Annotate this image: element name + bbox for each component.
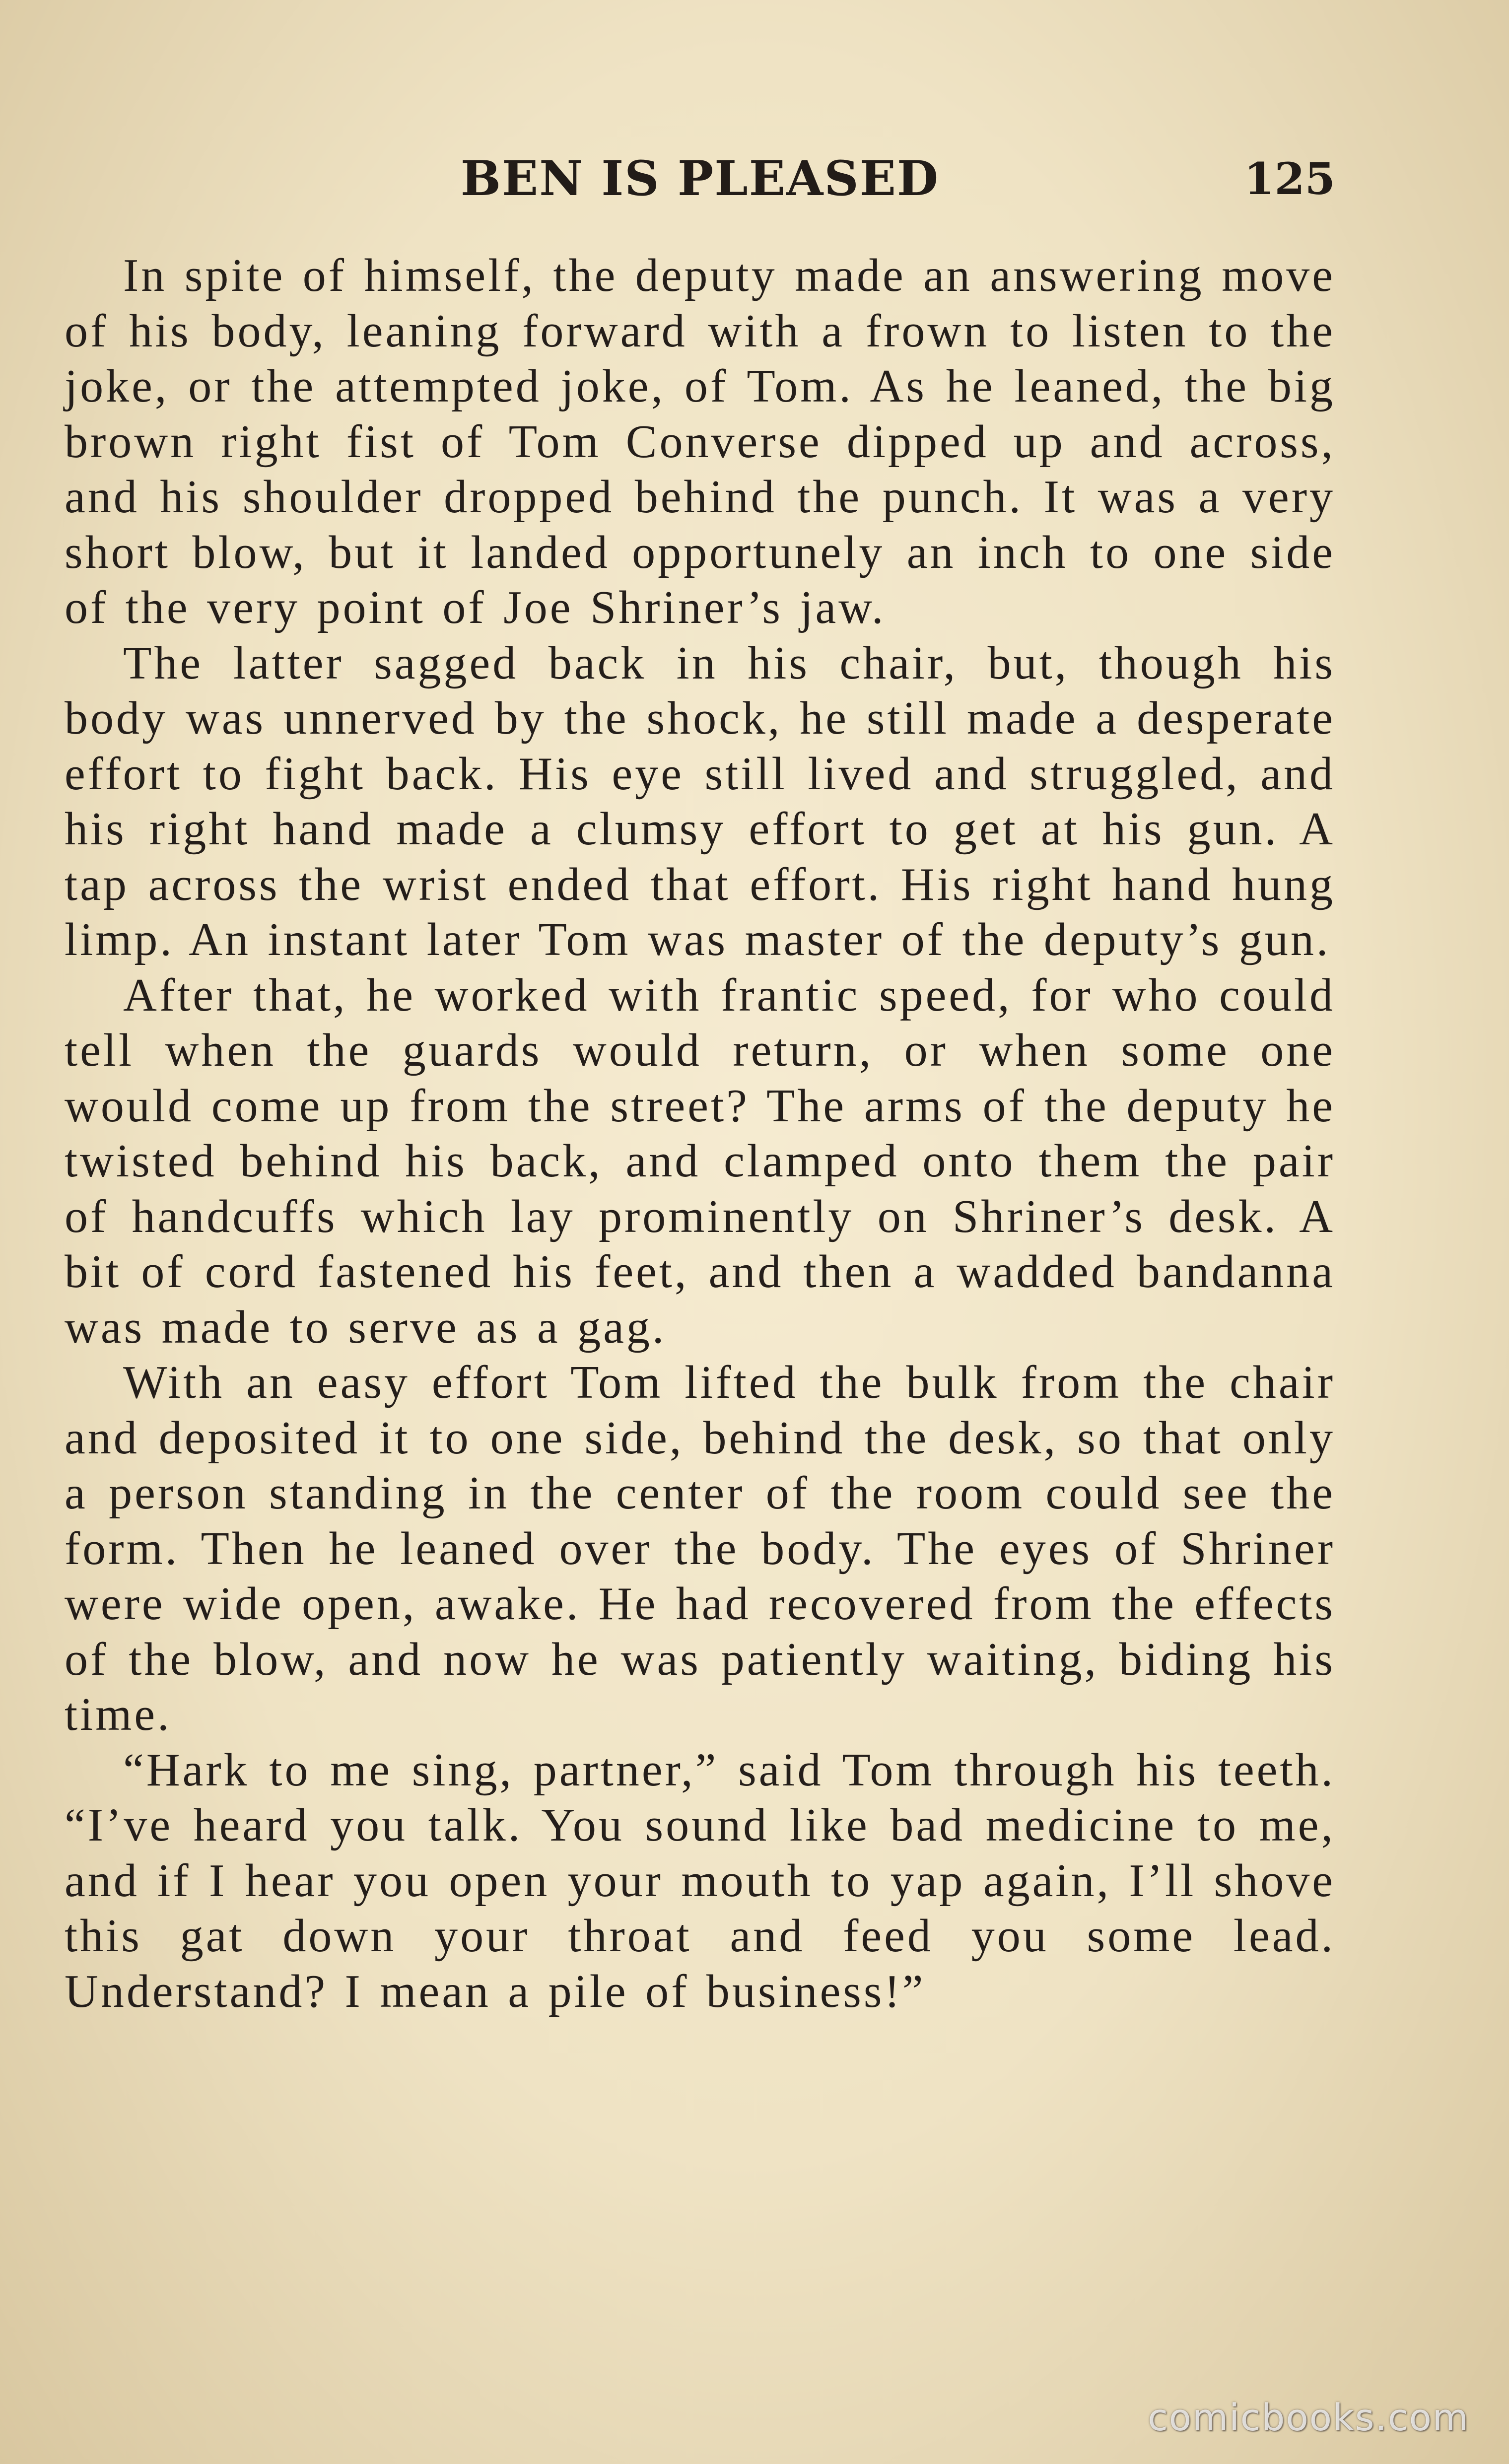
paragraph-5: “Hark to me sing, partner,” said Tom through his teeth. “I’ve heard you talk. You sound like bad medicine to me, and if I hear you open your mouth to yap again, I’ll shove this gat down your throat and feed you some lead. Understand? I mean a pile of business!” — [65, 1744, 1335, 2017]
paragraph-2: The latter sagged back in his chair, but, though his body was unnerved by the shock, he still made a desperate effort to fight back. His eye still lived and struggled, and his right hand made a clumsy effort to get at his gun. A tap across the wrist ended that effort. His right hand hung limp. An instant later Tom was master of the deputy’s gun. — [65, 637, 1335, 965]
paragraph-3: After that, he worked with frantic speed, for who could tell when the guards would return, or when some one would come up from the street? The arms of the deputy he twisted behind his back, and clamped onto them the pair of handcuffs which lay prominently on Shriner’s desk. A bit of cord fastened his feet, and then a wadded bandanna was made to serve as a gag. — [65, 969, 1335, 1353]
paragraph-1: In spite of himself, the deputy made an answering move of his body, leaning forward with a frown to listen to the joke, or the attempted joke, of Tom. As he leaned, the big brown right fist of Tom Converse dipped up and across, and his shoulder dropped behind the punch. It was a very short blow, but it landed opportunely an inch to one side of the very point of Joe Shriner’s jaw. — [65, 250, 1335, 633]
paragraph-4: With an easy effort Tom lifted the bulk from the chair and deposited it to one side, behind the desk, so that only a person standing in the center of the room could see the form. Then he leaned over the body. The eyes of Shriner were wide open, awake. He had recovered from the effects of the blow, and now he was patiently waiting, biding his time. — [65, 1357, 1335, 1740]
page-number: 125 — [1244, 153, 1335, 205]
watermark: comicbooks.com — [1148, 2396, 1469, 2439]
running-head — [65, 144, 1335, 213]
chapter-title: BEN IS PLEASED — [460, 150, 940, 206]
body-text — [65, 248, 1335, 2019]
